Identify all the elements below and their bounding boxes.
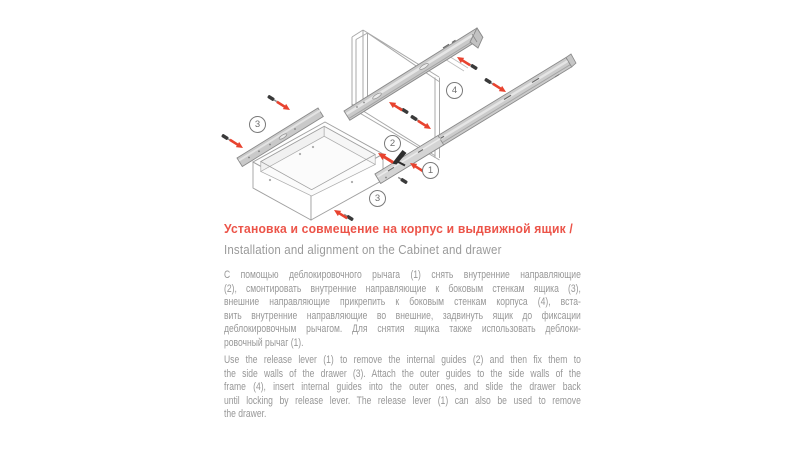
paragraph-line: until locking by release lever. The release lever (1) can also be used to remove xyxy=(224,394,581,407)
paragraph-line: (2), смонтировать внутренние направляющие к боковым стенкам ящика (3), xyxy=(224,282,581,295)
paragraph-line: frame (4), insert internal guides into the outer ones, and slide the drawer back xyxy=(224,381,581,393)
direction-arrow-icon xyxy=(416,118,432,131)
callout-4-cabinet-rail: 4 xyxy=(446,82,463,99)
paragraph-line: Use the release lever (1) to remove the internal guides (2) and then fix them to xyxy=(224,354,581,366)
paragraph-line: the side walls of the drawer (3). Attach the outer guides to the side walls of the xyxy=(224,367,581,380)
direction-arrow-icon xyxy=(275,99,291,112)
screw-icon xyxy=(397,176,408,184)
paragraph-line: вить внутренние направляющие во внешние, задвинуть ящик до фиксации xyxy=(224,309,581,322)
direction-arrow-icon xyxy=(228,137,244,150)
section-title-en: Installation and alignment on the Cabinet and drawer xyxy=(224,242,502,257)
callout-2-inner-guide: 2 xyxy=(384,135,401,152)
callout-1-release-lever: 1 xyxy=(422,162,439,179)
instructions-paragraph-ru xyxy=(224,269,674,350)
direction-arrow-icon xyxy=(332,207,348,220)
paragraph-line: the drawer. xyxy=(224,408,267,420)
paragraph-line: деблокировочным рычагом. Для снятия ящика также использовать деблоки- xyxy=(224,323,581,335)
direction-arrow-icon xyxy=(491,81,507,94)
callout-3-drawer-rail: 3 xyxy=(249,116,266,133)
direction-arrow-icon xyxy=(455,54,471,67)
callout-3-drawer-rail-2: 3 xyxy=(369,190,386,207)
paragraph-line: ровочный рычаг (1). xyxy=(224,336,304,349)
instructions-paragraph-en xyxy=(224,354,674,422)
paragraph-line: С помощью деблокировочного рычага (1) снять внутренние направляющие xyxy=(224,269,581,281)
cabinet-rail-mounted xyxy=(344,28,483,120)
paragraph-line: внешние направляющие прикрепить к боковым стенкам корпуса (4), вста- xyxy=(224,296,581,308)
direction-arrow-icon xyxy=(387,99,403,112)
screw-icon xyxy=(267,95,278,103)
section-title-ru: Установка и совмещение на корпус и выдвижной ящик / xyxy=(224,221,573,236)
